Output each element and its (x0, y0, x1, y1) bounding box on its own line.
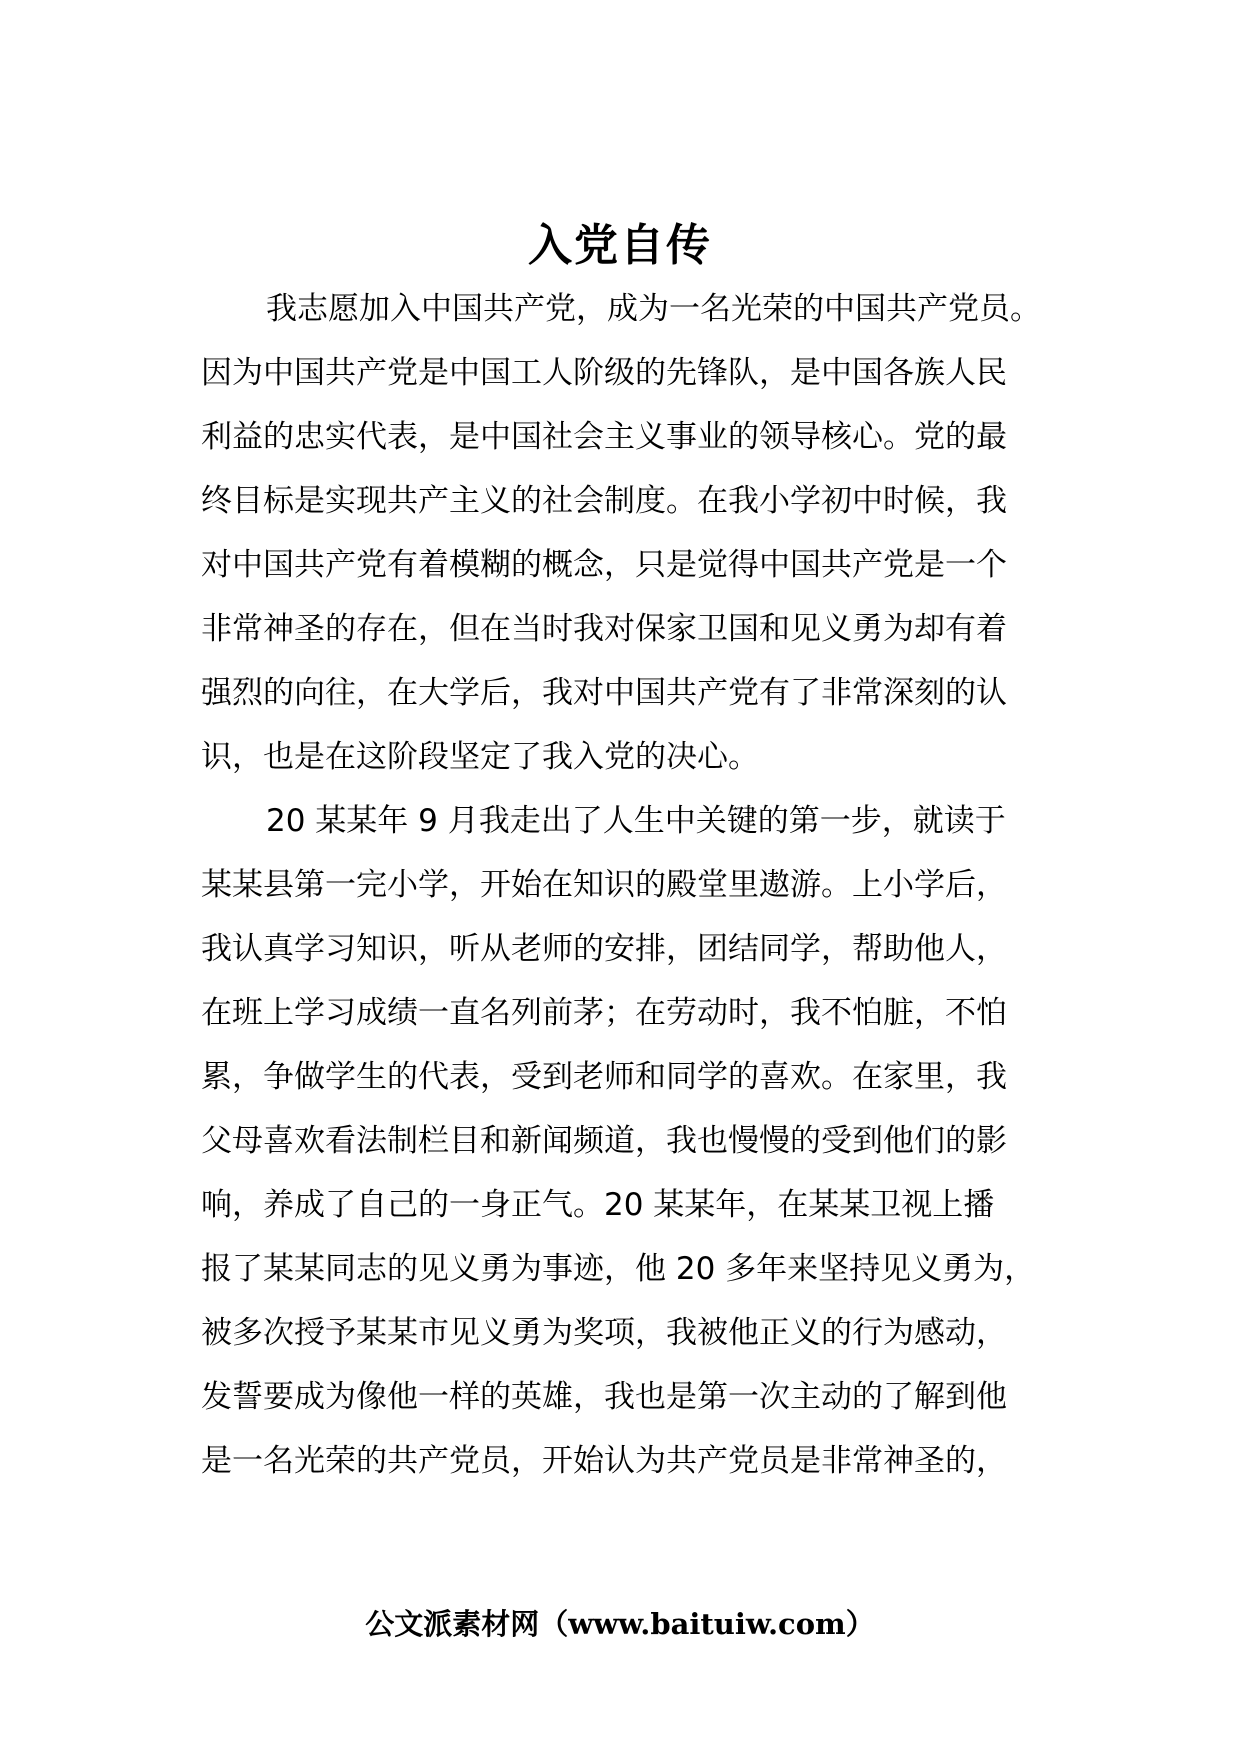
text-line-16: 报了某某同志的见义勇为事迹，他 20 多年来坚持见义勇为， (201, 1251, 1036, 1287)
text-line-2: 因为中国共产党是中国工人阶级的先锋队，是中国各族人民 (201, 355, 1007, 391)
text-line-19: 是一名光荣的共产党员，开始认为共产党员是非常神圣的， (201, 1443, 1007, 1479)
text-line-8: 识，也是在这阶段坚定了我入党的决心。 (201, 739, 759, 775)
text-line-11: 我认真学习知识，听从老师的安排，团结同学，帮助他人， (201, 931, 1007, 967)
text-line-14: 父母喜欢看法制栏目和新闻频道，我也慢慢的受到他们的影 (201, 1123, 1007, 1159)
text-line-10: 某某县第一完小学，开始在知识的殿堂里遨游。上小学后， (201, 867, 1007, 903)
text-line-7: 强烈的向往，在大学后，我对中国共产党有了非常深刻的认 (201, 675, 1007, 711)
text-line-6: 非常神圣的存在，但在当时我对保家卫国和见义勇为却有着 (201, 611, 1007, 647)
footer-source: 公文派素材网（www.baituiw.com） (365, 1607, 875, 1641)
text-line-18: 发誓要成为像他一样的英雄，我也是第一次主动的了解到他 (201, 1379, 1007, 1415)
text-line-1: 我志愿加入中国共产党，成为一名光荣的中国共产党员。 (266, 291, 1041, 327)
document-title: 入党自传 (528, 220, 712, 271)
text-line-4: 终目标是实现共产主义的社会制度。在我小学初中时候，我 (201, 483, 1007, 519)
text-line-3: 利益的忠实代表，是中国社会主义事业的领导核心。党的最 (201, 419, 1007, 455)
text-line-17: 被多次授予某某市见义勇为奖项，我被他正义的行为感动， (201, 1315, 1007, 1351)
text-line-13: 累，争做学生的代表，受到老师和同学的喜欢。在家里，我 (201, 1059, 1007, 1095)
text-line-15: 响，养成了自己的一身正气。20 某某年，在某某卫视上播 (201, 1187, 995, 1223)
text-line-12: 在班上学习成绩一直名列前茅；在劳动时，我不怕脏，不怕 (201, 995, 1007, 1031)
text-line-9: 20 某某年 9 月我走出了人生中关键的第一步，就读于 (266, 803, 1006, 839)
text-line-5: 对中国共产党有着模糊的概念，只是觉得中国共产党是一个 (201, 547, 1007, 583)
